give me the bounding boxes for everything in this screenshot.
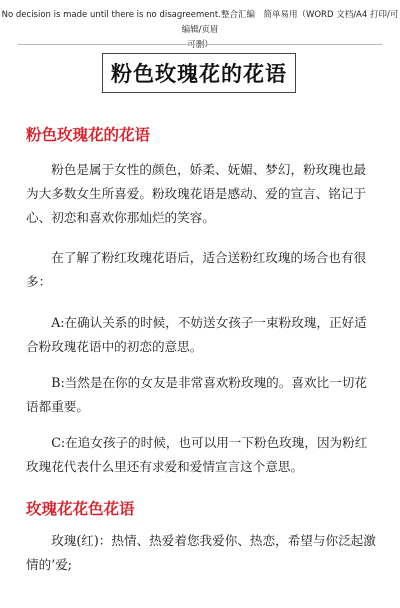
section-heading-1: 粉色玫瑰花的花语: [26, 126, 151, 144]
header-line-2: 可删）: [187, 40, 213, 50]
paragraph: 玫瑰(红)：热情、热爱着您我爱你、热恋，希望与你泛起激情的’爱;: [26, 533, 376, 572]
paragraph: 在了解了粉红玫瑰花语后，适合送粉红玫瑰的场合也有很多：: [26, 250, 367, 289]
page-header: [0, 8, 400, 53]
paragraph: B:当然是在你的女友是非常喜欢粉玫瑰的。喜欢比一切花语都重要。: [26, 375, 367, 414]
paragraph: 粉色是属于女性的颜色，娇柔、妩媚、梦幻，粉玫瑰也最为大多数女生所喜爱。粉玫瑰花语是感动、爱的宣言、铭记于心、初恋和喜欢你那灿烂的笑容。: [26, 162, 367, 225]
paragraph: C:在追女孩子的时候，也可以用一下粉色玫瑰，因为粉红玫瑰花代表什么里还有求爱和爱情宣言这个意思。: [26, 435, 368, 474]
header-divider: [18, 44, 382, 45]
paragraph: A:在确认关系的时候，不妨送女孩子一束粉玫瑰，正好适合粉玫瑰花语中的初恋的意思。: [26, 315, 367, 354]
header-line-1: No decision is made until there is no disagreement.整合汇编 简单易用（WORD 文档/A4 打印/可编辑/页眉: [1, 10, 399, 35]
document-title: 粉色玫瑰花的花语: [102, 53, 296, 93]
section-heading-2: 玫瑰花花色花语: [26, 500, 135, 518]
